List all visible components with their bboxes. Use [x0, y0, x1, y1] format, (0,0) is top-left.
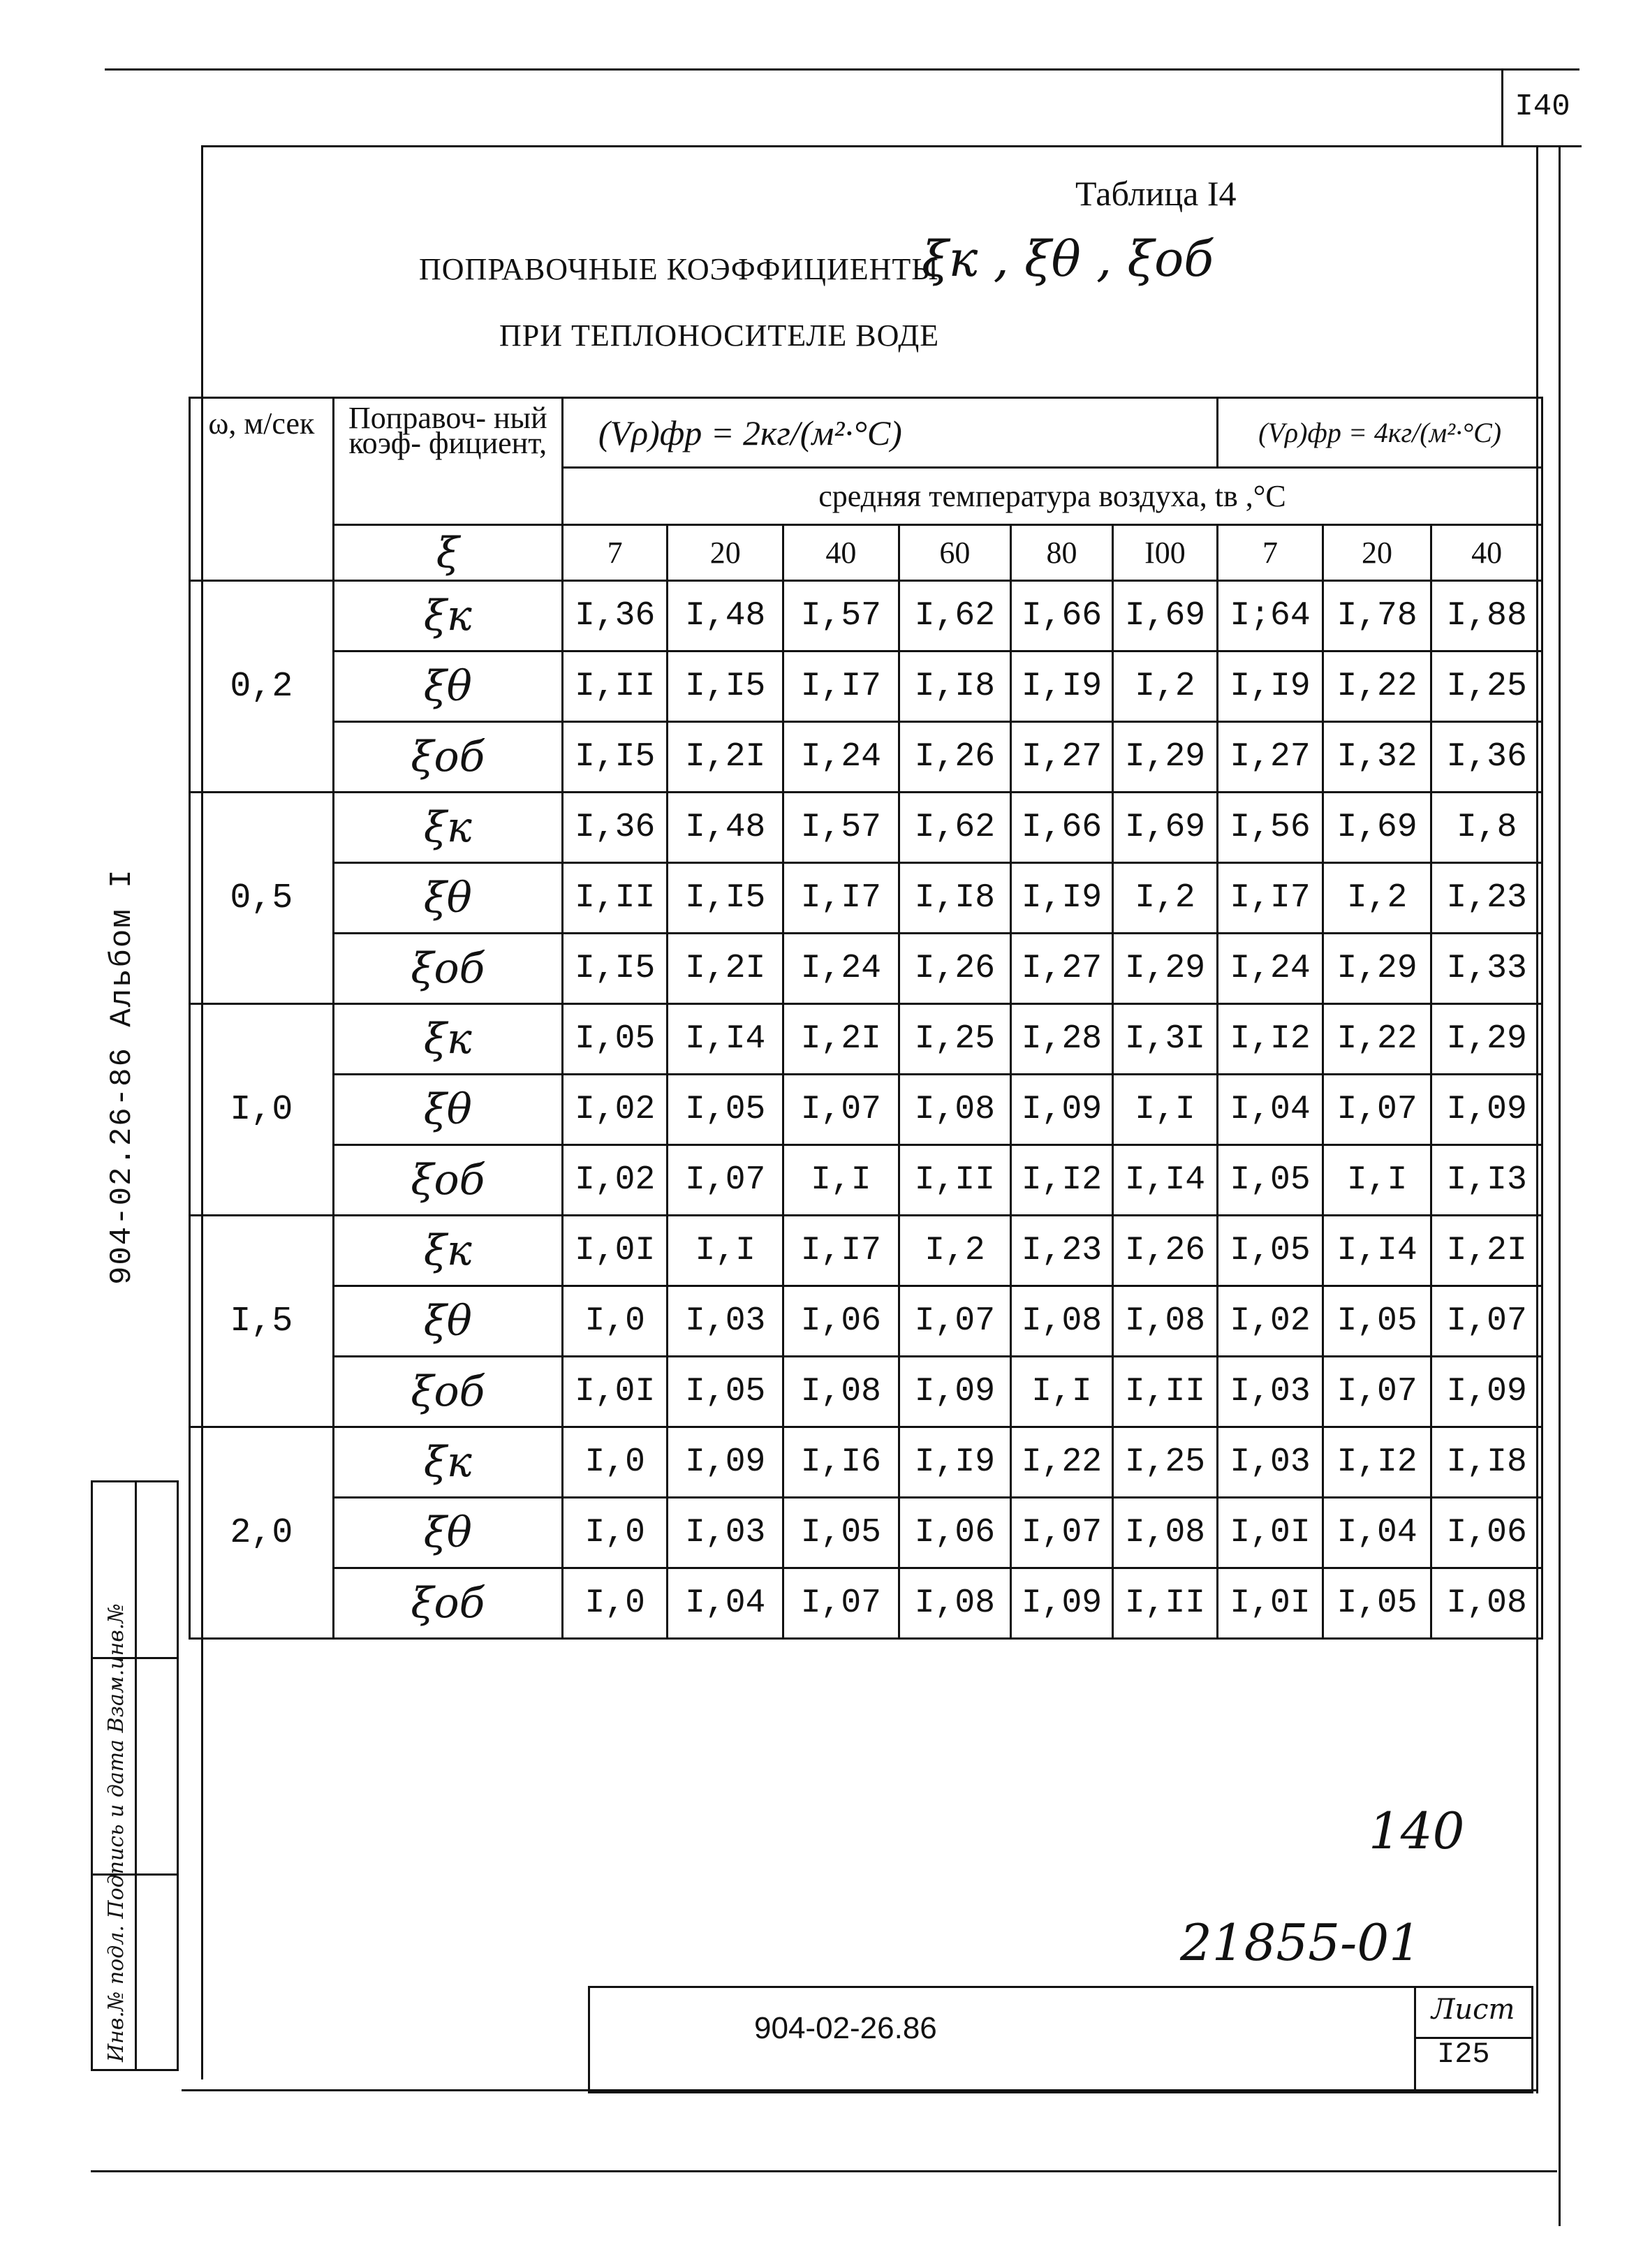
- value-cell: I,23: [1011, 1216, 1113, 1286]
- coefficient-symbol: ξк: [333, 1216, 562, 1286]
- value-cell: I,36: [1431, 722, 1542, 793]
- value-cell: I,0I: [1218, 1568, 1323, 1639]
- value-cell: I,26: [899, 722, 1011, 793]
- value-cell: I,0: [562, 1427, 668, 1498]
- page-bottom-line: [91, 2170, 1557, 2172]
- value-cell: I,48: [668, 581, 783, 651]
- value-cell: I,08: [1112, 1286, 1218, 1357]
- coefficient-symbol: ξк: [333, 793, 562, 863]
- value-cell: I,2I: [668, 934, 783, 1004]
- value-cell: I,62: [899, 793, 1011, 863]
- value-cell: I,24: [783, 722, 899, 793]
- value-cell: I,07: [899, 1286, 1011, 1357]
- value-cell: I,03: [668, 1498, 783, 1568]
- value-cell: I,I5: [562, 722, 668, 793]
- value-cell: I,66: [1011, 581, 1113, 651]
- value-cell: I,62: [899, 581, 1011, 651]
- value-cell: I,29: [1112, 722, 1218, 793]
- table-row: [190, 934, 1542, 1004]
- value-cell: I,08: [783, 1357, 899, 1427]
- value-cell: I,08: [899, 1568, 1011, 1639]
- table-row: [190, 1075, 1542, 1145]
- value-cell: I,I5: [562, 934, 668, 1004]
- value-cell: I,23: [1431, 863, 1542, 934]
- value-cell: I,I3: [1431, 1145, 1542, 1216]
- value-cell: I,29: [1112, 934, 1218, 1004]
- value-cell: I,I7: [783, 1216, 899, 1286]
- value-cell: I,0: [562, 1498, 668, 1568]
- value-cell: I,27: [1011, 722, 1113, 793]
- value-cell: I,09: [1011, 1075, 1113, 1145]
- value-cell: I,0I: [562, 1216, 668, 1286]
- album-label: 904-02.26-86 Альбом I: [105, 868, 140, 1285]
- velocity-cell: I,5: [190, 1216, 334, 1427]
- value-cell: I,I2: [1218, 1004, 1323, 1075]
- value-cell: I,I7: [783, 863, 899, 934]
- sheet-label: Лист: [1431, 1994, 1515, 2026]
- table-row: [190, 1568, 1542, 1639]
- value-cell: I,69: [1112, 581, 1218, 651]
- coefficient-symbol: ξθ: [333, 651, 562, 722]
- value-cell: I,02: [1218, 1286, 1323, 1357]
- title-block: [588, 1986, 1533, 2093]
- value-cell: I,22: [1323, 651, 1431, 722]
- value-cell: I,I9: [899, 1427, 1011, 1498]
- table-subtitle: ПРИ ТЕПЛОНОСИТЕЛЕ ВОДЕ: [499, 318, 940, 353]
- value-cell: I,06: [1431, 1498, 1542, 1568]
- velocity-cell: I,0: [190, 1004, 334, 1216]
- value-cell: I,88: [1431, 581, 1542, 651]
- value-cell: I,I8: [899, 651, 1011, 722]
- value-cell: I,57: [783, 581, 899, 651]
- header-temp-3: 60: [899, 525, 1011, 581]
- handwritten-registration-number: 21855-01: [1180, 1913, 1421, 1972]
- value-cell: I,2: [1112, 651, 1218, 722]
- value-cell: I,I5: [668, 651, 783, 722]
- value-cell: I,05: [783, 1498, 899, 1568]
- value-cell: I,I4: [1112, 1145, 1218, 1216]
- coefficient-symbol: ξθ: [333, 1498, 562, 1568]
- value-cell: I,07: [783, 1568, 899, 1639]
- table-row: [190, 1216, 1542, 1286]
- value-cell: I,28: [1011, 1004, 1113, 1075]
- value-cell: I,I8: [1431, 1427, 1542, 1498]
- value-cell: I,09: [1431, 1357, 1542, 1427]
- frame-top-line: [202, 145, 1578, 147]
- value-cell: I,05: [1323, 1286, 1431, 1357]
- header-temperature: средняя температура воздуха, tв ,°С: [562, 468, 1542, 525]
- value-cell: I,II: [1112, 1568, 1218, 1639]
- header-coef-symbol: ξ: [333, 525, 562, 581]
- value-cell: I,27: [1011, 934, 1113, 1004]
- value-cell: I,2I: [1431, 1216, 1542, 1286]
- value-cell: I,22: [1323, 1004, 1431, 1075]
- table-row: [190, 1145, 1542, 1216]
- coefficient-symbol: ξоб: [333, 1568, 562, 1639]
- value-cell: I,2: [1112, 863, 1218, 934]
- coefficient-symbol: ξоб: [333, 722, 562, 793]
- header-temp-4: 80: [1011, 525, 1113, 581]
- value-cell: I,I4: [668, 1004, 783, 1075]
- value-cell: I,25: [899, 1004, 1011, 1075]
- value-cell: I,07: [1431, 1286, 1542, 1357]
- value-cell: I;64: [1218, 581, 1323, 651]
- coefficient-symbol: ξθ: [333, 863, 562, 934]
- value-cell: I,29: [1323, 934, 1431, 1004]
- value-cell: I,II: [562, 651, 668, 722]
- value-cell: I,07: [1323, 1357, 1431, 1427]
- coefficient-symbol: ξоб: [333, 1145, 562, 1216]
- value-cell: I,2I: [668, 722, 783, 793]
- header-temp-6: 7: [1218, 525, 1323, 581]
- value-cell: I,02: [562, 1075, 668, 1145]
- value-cell: I,66: [1011, 793, 1113, 863]
- value-cell: I,09: [668, 1427, 783, 1498]
- value-cell: I,33: [1431, 934, 1542, 1004]
- value-cell: I,I9: [1218, 651, 1323, 722]
- value-cell: I,05: [562, 1004, 668, 1075]
- value-cell: I,02: [562, 1145, 668, 1216]
- value-cell: I,I: [668, 1216, 783, 1286]
- value-cell: I,06: [899, 1498, 1011, 1568]
- header-group-4kg: (Vρ)фр = 4кг/(м²·°С): [1218, 398, 1542, 468]
- value-cell: I,36: [562, 581, 668, 651]
- value-cell: I,08: [1112, 1498, 1218, 1568]
- value-cell: I,II: [562, 863, 668, 934]
- coefficient-symbol: ξк: [333, 1427, 562, 1498]
- value-cell: I,04: [1323, 1498, 1431, 1568]
- value-cell: I,69: [1323, 793, 1431, 863]
- value-cell: I,48: [668, 793, 783, 863]
- value-cell: I,03: [1218, 1357, 1323, 1427]
- value-cell: I,I4: [1323, 1216, 1431, 1286]
- value-cell: I,06: [783, 1286, 899, 1357]
- value-cell: I,0: [562, 1286, 668, 1357]
- value-cell: I,26: [1112, 1216, 1218, 1286]
- value-cell: I,05: [1218, 1145, 1323, 1216]
- value-cell: I,0: [562, 1568, 668, 1639]
- value-cell: I,05: [1218, 1216, 1323, 1286]
- side-stamp-text: Инв.№ подл. Подпись и дата Взам.инв.№: [104, 1603, 128, 2062]
- value-cell: I,2: [899, 1216, 1011, 1286]
- table-row: [190, 1498, 1542, 1568]
- value-cell: I,32: [1323, 722, 1431, 793]
- table-body: [190, 581, 1542, 1639]
- side-stamp: [91, 1480, 179, 2071]
- value-cell: I,I7: [1218, 863, 1323, 934]
- frame-outer-right-line: [1559, 145, 1561, 2226]
- coefficient-symbol: ξθ: [333, 1075, 562, 1145]
- value-cell: I,57: [783, 793, 899, 863]
- value-cell: I,2: [1323, 863, 1431, 934]
- value-cell: I,05: [668, 1075, 783, 1145]
- value-cell: I,8: [1431, 793, 1542, 863]
- value-cell: I,05: [668, 1357, 783, 1427]
- value-cell: I,08: [899, 1075, 1011, 1145]
- value-cell: I,08: [1011, 1286, 1113, 1357]
- value-cell: I,25: [1431, 651, 1542, 722]
- sheet-number: I40: [1501, 68, 1582, 147]
- table-row: [190, 1427, 1542, 1498]
- value-cell: I,69: [1112, 793, 1218, 863]
- value-cell: I,I6: [783, 1427, 899, 1498]
- value-cell: I,0I: [1218, 1498, 1323, 1568]
- value-cell: I,25: [1112, 1427, 1218, 1498]
- header-velocity: ω, м/сек: [190, 398, 334, 581]
- coefficient-symbol: ξоб: [333, 1357, 562, 1427]
- value-cell: I,I9: [1011, 863, 1113, 934]
- velocity-cell: 0,2: [190, 581, 334, 793]
- value-cell: I,07: [668, 1145, 783, 1216]
- table-row: [190, 793, 1542, 863]
- table-row: [190, 581, 1542, 651]
- value-cell: I,22: [1011, 1427, 1113, 1498]
- header-group-2kg: (Vρ)фр = 2кг/(м²·°С): [562, 398, 1217, 468]
- handwritten-page-number: 140: [1369, 1802, 1465, 1860]
- table-row: [190, 722, 1542, 793]
- value-cell: I,I2: [1323, 1427, 1431, 1498]
- table-row: [190, 1286, 1542, 1357]
- coefficient-symbol: ξθ: [333, 1286, 562, 1357]
- value-cell: I,I: [1112, 1075, 1218, 1145]
- header-temp-1: 20: [668, 525, 783, 581]
- value-cell: I,78: [1323, 581, 1431, 651]
- value-cell: I,03: [1218, 1427, 1323, 1498]
- value-cell: I,09: [899, 1357, 1011, 1427]
- velocity-cell: 0,5: [190, 793, 334, 1004]
- value-cell: I,3I: [1112, 1004, 1218, 1075]
- value-cell: I,36: [562, 793, 668, 863]
- coefficients-table: [189, 397, 1543, 1640]
- value-cell: I,II: [899, 1145, 1011, 1216]
- value-cell: I,26: [899, 934, 1011, 1004]
- document-code: 904-02-26.86: [754, 2011, 937, 2045]
- table-row: [190, 863, 1542, 934]
- value-cell: I,04: [1218, 1075, 1323, 1145]
- value-cell: I,04: [668, 1568, 783, 1639]
- value-cell: I,29: [1431, 1004, 1542, 1075]
- sheet-page: I25: [1437, 2038, 1490, 2071]
- value-cell: I,03: [668, 1286, 783, 1357]
- velocity-cell: 2,0: [190, 1427, 334, 1639]
- coefficient-symbol: ξк: [333, 1004, 562, 1075]
- value-cell: I,24: [783, 934, 899, 1004]
- value-cell: I,09: [1011, 1568, 1113, 1639]
- value-cell: I,2I: [783, 1004, 899, 1075]
- table-caption: Таблица I4: [1075, 174, 1237, 213]
- value-cell: I,56: [1218, 793, 1323, 863]
- title-symbols: ξк , ξθ , ξоб: [922, 230, 1214, 288]
- value-cell: I,I: [1011, 1357, 1113, 1427]
- value-cell: I,27: [1218, 722, 1323, 793]
- value-cell: I,07: [1323, 1075, 1431, 1145]
- value-cell: I,I2: [1011, 1145, 1113, 1216]
- header-temp-7: 20: [1323, 525, 1431, 581]
- value-cell: I,09: [1431, 1075, 1542, 1145]
- table-row: [190, 1357, 1542, 1427]
- header-temp-5: I00: [1112, 525, 1218, 581]
- top-border-line: [105, 68, 1579, 71]
- value-cell: I,I5: [668, 863, 783, 934]
- value-cell: I,0I: [562, 1357, 668, 1427]
- header-coefficient: Поправоч- ный коэф- фициент,: [333, 398, 562, 525]
- header-temp-8: 40: [1431, 525, 1542, 581]
- value-cell: I,I7: [783, 651, 899, 722]
- value-cell: I,I: [1323, 1145, 1431, 1216]
- value-cell: I,08: [1431, 1568, 1542, 1639]
- coefficient-symbol: ξк: [333, 581, 562, 651]
- value-cell: I,05: [1323, 1568, 1431, 1639]
- table-row: [190, 651, 1542, 722]
- header-temp-2: 40: [783, 525, 899, 581]
- value-cell: I,I9: [1011, 651, 1113, 722]
- value-cell: I,07: [1011, 1498, 1113, 1568]
- table-row: [190, 1004, 1542, 1075]
- header-temp-0: 7: [562, 525, 668, 581]
- table-title: ПОПРАВОЧНЫЕ КОЭФФИЦИЕНТЫ: [419, 252, 939, 286]
- value-cell: I,07: [783, 1075, 899, 1145]
- value-cell: I,I8: [899, 863, 1011, 934]
- value-cell: I,I: [783, 1145, 899, 1216]
- coefficient-symbol: ξоб: [333, 934, 562, 1004]
- value-cell: I,II: [1112, 1357, 1218, 1427]
- value-cell: I,24: [1218, 934, 1323, 1004]
